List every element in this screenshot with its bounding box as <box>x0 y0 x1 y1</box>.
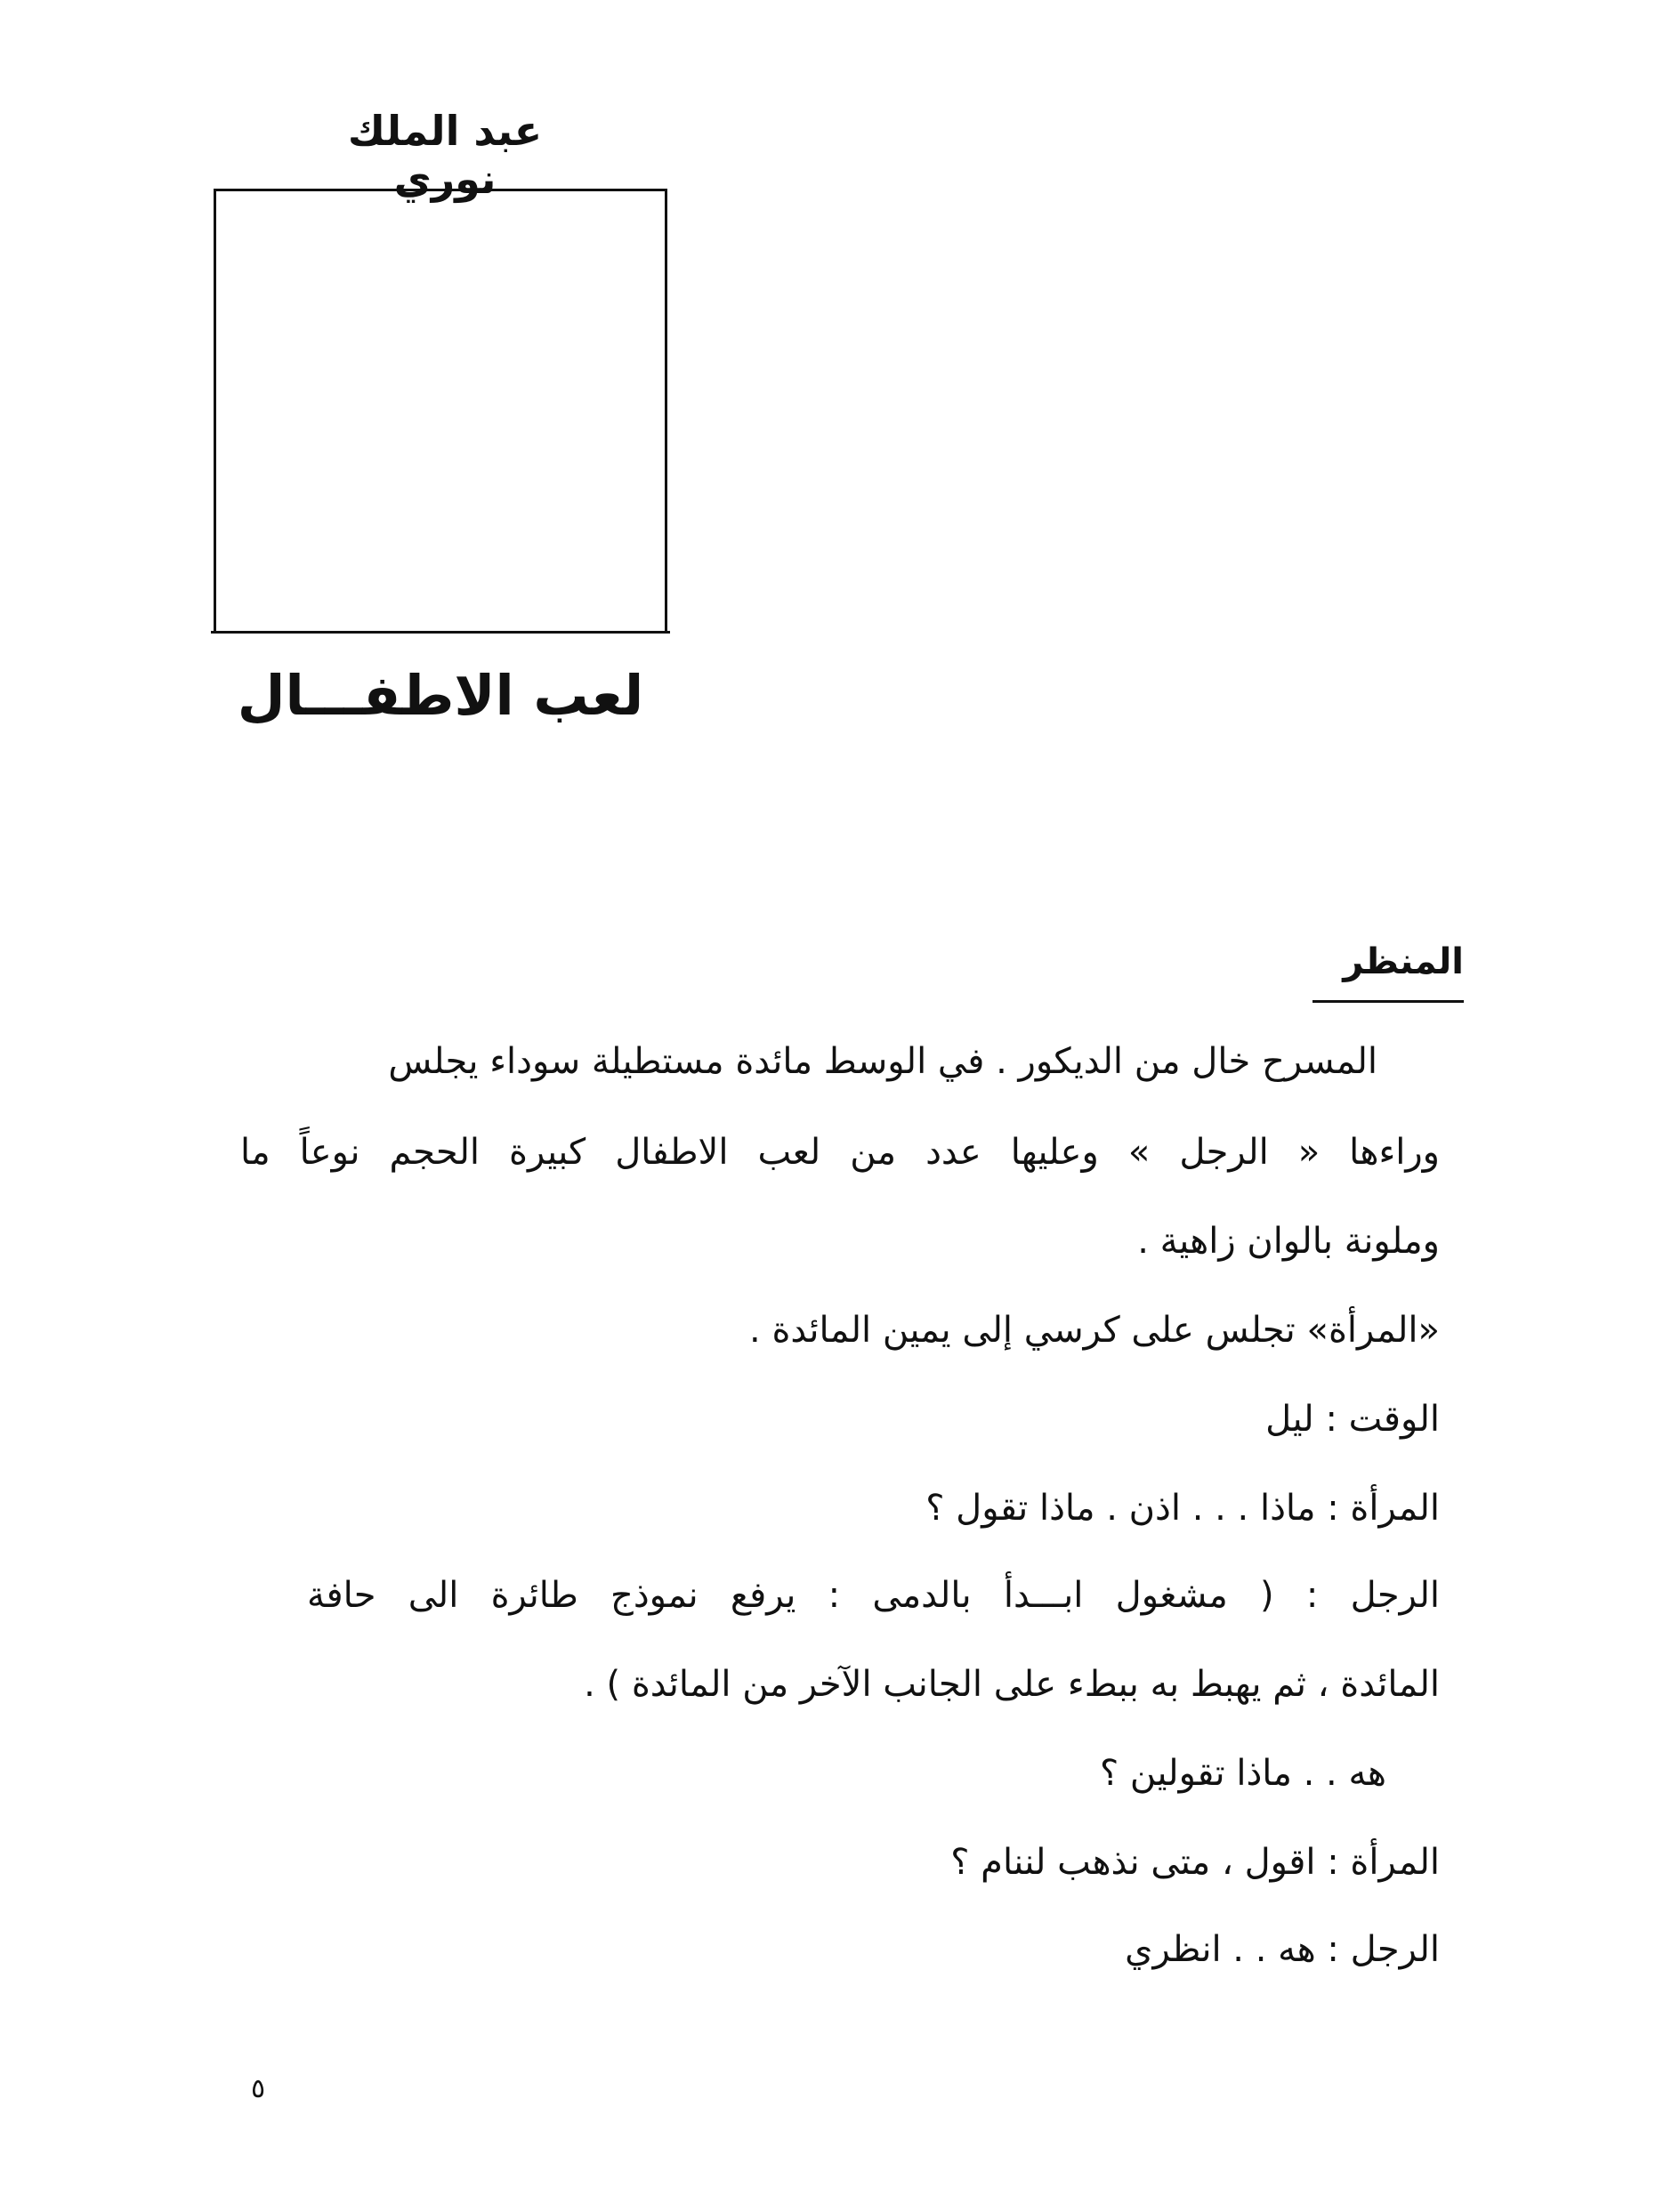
dialogue-line-1: المرأة : ماذا . . . اذن . ماذا تقول ؟ <box>925 1488 1440 1529</box>
dialogue-line-3: المائدة ، ثم يهبط به ببطء على الجانب الآخر من المائدة ) . <box>584 1664 1440 1705</box>
frame-bottom-line <box>211 631 670 634</box>
author-name: عبد الملك نوري <box>347 107 543 203</box>
dialogue-line-2: الرجل : ( مشغول ابـــدأ بالدمى : يرفع نموذج طائرة الى حافة <box>307 1575 1440 1616</box>
page-number: ٥ <box>251 2073 266 2104</box>
play-title: لعب الاطفـــال <box>237 663 644 728</box>
scene-line-1: المسرح خال من الديكور . في الوسط مائدة مستطيلة سوداء يجلس <box>388 1041 1377 1082</box>
dialogue-line-4: هه . . ماذا تقولين ؟ <box>1099 1753 1386 1794</box>
dialogue-line-6: الرجل : هه . . انظري <box>1125 1929 1440 1970</box>
section-heading: المنظر <box>1343 941 1464 982</box>
scene-line-2: وراءها « الرجل » وعليها عدد من لعب الاطفال كبيرة الحجم نوعاً ما <box>240 1132 1440 1173</box>
section-heading-rule <box>1312 1000 1464 1003</box>
dialogue-line-5: المرأة : اقول ، متى نذهب لننام ؟ <box>950 1842 1440 1883</box>
scene-time: الوقت : ليل <box>1265 1399 1440 1440</box>
title-frame <box>214 189 667 634</box>
scene-line-4: «المرأة» تجلس على كرسي إلى يمين المائدة . <box>749 1310 1440 1351</box>
scene-line-3: وملونة بالوان زاهية . <box>1137 1221 1440 1262</box>
